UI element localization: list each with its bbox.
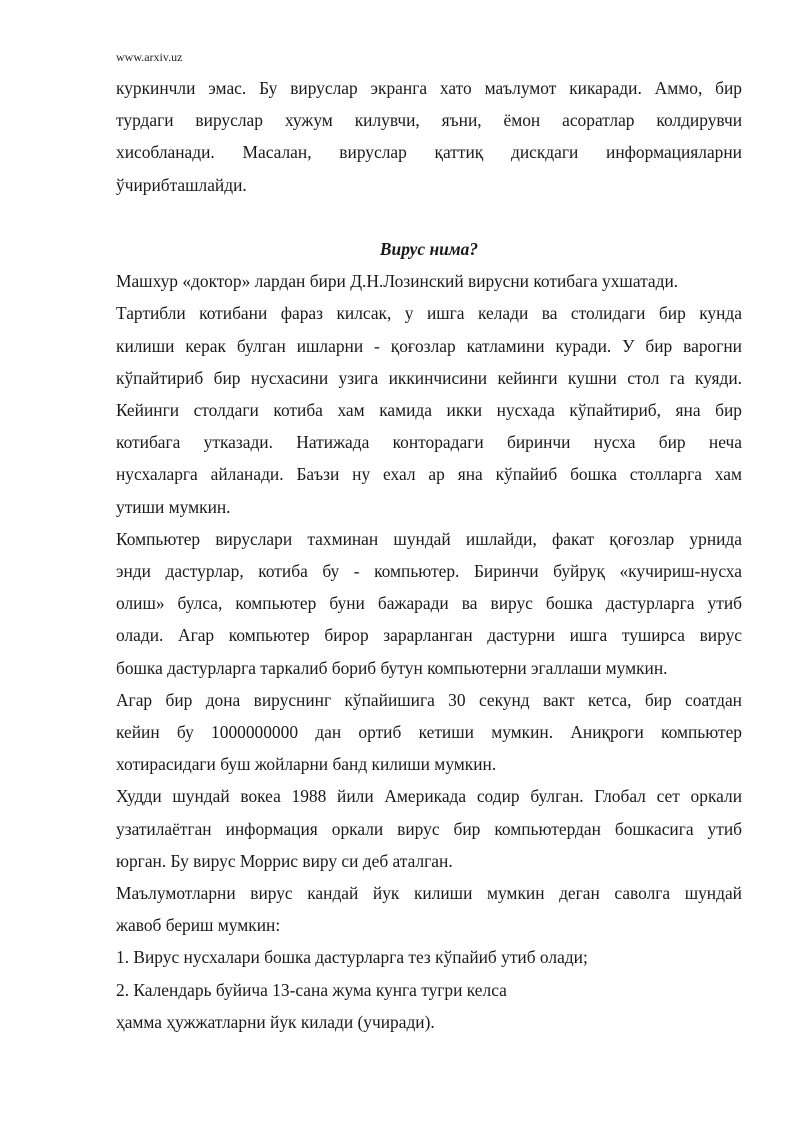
blank-line xyxy=(116,201,742,233)
text-line: нусхаларга айланади. Баъзи ну ехал ар яна кўпайиб бошка столларга хам xyxy=(116,464,742,485)
paragraph-1 xyxy=(116,72,742,201)
paragraph-5 xyxy=(116,684,742,781)
text-line: энди дастурлар, котиба бу - компьютер. Биринчи буйруқ «кучириш-нусха xyxy=(116,561,742,582)
text-line: бошка дастурларга таркалиб бориб бутун компьютерни эгаллаши мумкин. xyxy=(116,657,668,678)
text-line: Худди шундай вокеа 1988 йили Америкада содир булган. Глобал сет оркали xyxy=(116,786,742,807)
text-line: Машхур «доктор» лардан бири Д.Н.Лозинский вирусни котибага ухшатади. xyxy=(116,271,679,292)
paragraph-4 xyxy=(116,523,742,684)
paragraph-6 xyxy=(116,780,742,877)
text-line: юрган. Бу вирус Моррис виру си деб аталган. xyxy=(116,850,453,871)
text-line: килиши керак булган ишларни - қоғозлар катламини куради. У бир варогни xyxy=(116,335,742,356)
paragraph-3 xyxy=(116,297,742,522)
text-line: куркинчли эмас. Бу вируслар экранга хато маълумот кикаради. Аммо, бир xyxy=(116,78,742,98)
list-item: ҳамма ҳужжатларни йук килади (учиради). xyxy=(116,1011,435,1032)
section-heading: Вирус нима? xyxy=(379,239,479,259)
text-line: кўпайтириб бир нусхасини узига иккинчисини кейинги кушни стол га куяди. xyxy=(116,367,742,388)
text-line: хотирасидаги буш жойларни банд килиши мумкин. xyxy=(116,754,497,775)
text-line: утиши мумкин. xyxy=(116,496,231,517)
text-line: турдаги вируслар хужум килувчи, яъни, ёмон асоратлар колдирувчи xyxy=(116,110,742,131)
document-body xyxy=(116,72,742,1038)
numbered-list xyxy=(116,941,742,1038)
text-line: Маълумотларни вирус кандай йук килиши мумкин деган саволга шундай xyxy=(116,883,742,904)
text-line: олиш» булса, компьютер буни бажаради ва вирус бошка дастурларга утиб xyxy=(116,593,742,614)
text-line: олади. Агар компьютер бирор зарарланган дастурни ишга туширса вирус xyxy=(116,625,742,646)
text-line: котибага утказади. Натижада конторадаги биринчи нусха бир неча xyxy=(116,432,742,453)
text-line: жавоб бериш мумкин: xyxy=(116,915,281,936)
text-line: Тартибли котибани фараз килсак, у ишга келади ва столидаги бир кунда xyxy=(116,303,742,324)
paragraph-2 xyxy=(116,265,742,297)
paragraph-7 xyxy=(116,877,742,941)
text-line: узатилаётган информация оркали вирус бир компьютердан бошкасига утиб xyxy=(116,818,742,839)
text-line: Компьютер вируслари тахминан шундай ишлайди, факат қоғозлар урнида xyxy=(116,528,742,549)
text-line: хисобланади. Масалан, вируслар қаттиқ дискдаги информацияларни xyxy=(116,142,742,163)
text-line: кейин бу 1000000000 дан ортиб кетиши мумкин. Аниқроги компьютер xyxy=(116,722,742,743)
header-url: www.arxiv.uz xyxy=(116,50,183,64)
text-line: ўчирибташлайди. xyxy=(116,174,247,195)
text-line: Кейинги столдаги котиба хам камида икки нусхада кўпайтириб, яна бир xyxy=(116,400,742,421)
list-item: 1. Вирус нусхалари бошка дастурларга тез кўпайиб утиб олади; xyxy=(116,947,588,968)
list-item: 2. Календарь буйича 13-сана жума кунга тугри келса xyxy=(116,979,507,1000)
text-line: Агар бир дона вируснинг кўпайишига 30 секунд вакт кетса, бир соатдан xyxy=(116,689,742,710)
